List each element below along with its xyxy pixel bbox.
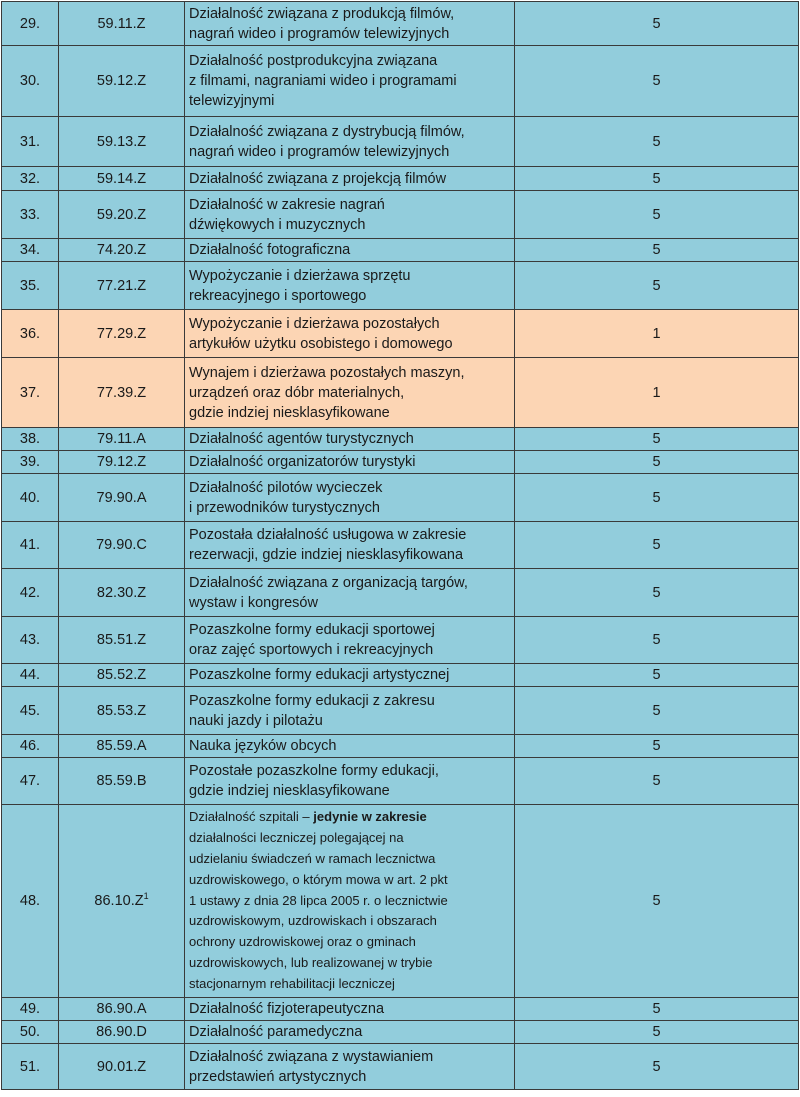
table-row xyxy=(2,758,799,805)
row-number: 35. xyxy=(2,262,59,310)
row-value: 5 xyxy=(515,805,799,998)
activity-description: Pozaszkolne formy edukacji artystycznej xyxy=(185,664,515,687)
pkd-code: 85.52.Z xyxy=(59,664,185,687)
description-emphasis: jedynie w zakresie xyxy=(313,809,427,825)
activity-description: Działalność związana z produkcją filmów, nagrań wideo i programów telewizyjnych xyxy=(185,2,515,46)
table-row xyxy=(2,474,799,522)
row-value: 1 xyxy=(515,358,799,428)
table-row xyxy=(2,191,799,239)
activity-description: Działalność postprodukcyjna związana z filmami, nagraniami wideo i programami telewizyjnymi xyxy=(185,46,515,117)
row-number: 48. xyxy=(2,805,59,998)
row-value: 5 xyxy=(515,117,799,167)
pkd-code: 86.90.D xyxy=(59,1021,185,1044)
activity-description: Pozaszkolne formy edukacji sportowej oraz zajęć sportowych i rekreacyjnych xyxy=(185,617,515,664)
row-value: 5 xyxy=(515,998,799,1021)
row-number: 42. xyxy=(2,569,59,617)
pkd-activity-table xyxy=(1,1,799,1090)
table-row xyxy=(2,1044,799,1090)
activity-description: Działalność organizatorów turystyki xyxy=(185,451,515,474)
row-value: 5 xyxy=(515,451,799,474)
activity-description: Działalność fotograficzna xyxy=(185,239,515,262)
table-row xyxy=(2,1021,799,1044)
pkd-code: 85.51.Z xyxy=(59,617,185,664)
activity-description: Pozostała działalność usługowa w zakresie rezerwacji, gdzie indziej niesklasyfikowana xyxy=(185,522,515,569)
row-number: 46. xyxy=(2,735,59,758)
table-row-highlighted xyxy=(2,310,799,358)
activity-description: Działalność związana z projekcją filmów xyxy=(185,167,515,191)
table-row xyxy=(2,262,799,310)
pkd-code: 59.20.Z xyxy=(59,191,185,239)
row-number: 29. xyxy=(2,2,59,46)
pkd-code: 77.21.Z xyxy=(59,262,185,310)
table-row xyxy=(2,805,799,998)
pkd-code: 77.29.Z xyxy=(59,310,185,358)
row-number: 34. xyxy=(2,239,59,262)
row-number: 31. xyxy=(2,117,59,167)
pkd-code xyxy=(59,805,185,998)
description-rest: działalności leczniczej polegającej na udzielaniu świadczeń w ramach lecznictwa uzdrowiskowego, o którym mowa w art. 2 pkt 1 ustawy z dnia 28 lipca 2005 r. o lecznictwie uzdrowiskowym, uzdrowiskach i obszarach ochrony uzdrowiskowej oraz o gminach uzdrowiskowych, lub realizowanej w trybie stacjonarnym rehabilitacji leczniczej xyxy=(189,830,448,991)
row-number: 37. xyxy=(2,358,59,428)
activity-description: Działalność fizjoterapeutyczna xyxy=(185,998,515,1021)
activity-description: Pozostałe pozaszkolne formy edukacji, gdzie indziej niesklasyfikowane xyxy=(185,758,515,805)
activity-description: Działalność agentów turystycznych xyxy=(185,428,515,451)
pkd-code: 79.11.A xyxy=(59,428,185,451)
pkd-code: 85.53.Z xyxy=(59,687,185,735)
pkd-code: 59.14.Z xyxy=(59,167,185,191)
row-value: 5 xyxy=(515,617,799,664)
description-lead: Działalność szpitali – xyxy=(189,809,314,825)
row-value: 5 xyxy=(515,522,799,569)
activity-description: Wypożyczanie i dzierżawa pozostałych artykułów użytku osobistego i domowego xyxy=(185,310,515,358)
pkd-code: 59.12.Z xyxy=(59,46,185,117)
pkd-code: 79.12.Z xyxy=(59,451,185,474)
row-number: 50. xyxy=(2,1021,59,1044)
pkd-code: 79.90.C xyxy=(59,522,185,569)
pkd-code: 90.01.Z xyxy=(59,1044,185,1090)
row-value: 1 xyxy=(515,310,799,358)
row-value: 5 xyxy=(515,262,799,310)
activity-description: Działalność pilotów wycieczek i przewodników turystycznych xyxy=(185,474,515,522)
pkd-code: 59.13.Z xyxy=(59,117,185,167)
row-value: 5 xyxy=(515,239,799,262)
row-value: 5 xyxy=(515,687,799,735)
pkd-code: 77.39.Z xyxy=(59,358,185,428)
footnote-marker: 1 xyxy=(143,891,149,902)
pkd-code-text: 86.10.Z xyxy=(94,893,144,909)
row-value: 5 xyxy=(515,1044,799,1090)
table-row xyxy=(2,451,799,474)
pkd-code: 74.20.Z xyxy=(59,239,185,262)
pkd-code: 85.59.B xyxy=(59,758,185,805)
table-row xyxy=(2,664,799,687)
table-row xyxy=(2,617,799,664)
activity-description: Działalność związana z wystawianiem przedstawień artystycznych xyxy=(185,1044,515,1090)
row-value: 5 xyxy=(515,428,799,451)
table-row xyxy=(2,735,799,758)
pkd-code: 79.90.A xyxy=(59,474,185,522)
table-row xyxy=(2,239,799,262)
row-value: 5 xyxy=(515,569,799,617)
activity-description: Działalność związana z organizacją targów, wystaw i kongresów xyxy=(185,569,515,617)
row-number: 33. xyxy=(2,191,59,239)
row-number: 51. xyxy=(2,1044,59,1090)
row-value: 5 xyxy=(515,1021,799,1044)
row-number: 44. xyxy=(2,664,59,687)
row-number: 45. xyxy=(2,687,59,735)
pkd-code: 59.11.Z xyxy=(59,2,185,46)
table-row xyxy=(2,167,799,191)
row-value: 5 xyxy=(515,664,799,687)
row-number: 40. xyxy=(2,474,59,522)
activity-description: Działalność paramedyczna xyxy=(185,1021,515,1044)
row-value: 5 xyxy=(515,474,799,522)
row-number: 38. xyxy=(2,428,59,451)
table-row xyxy=(2,569,799,617)
row-value: 5 xyxy=(515,2,799,46)
row-value: 5 xyxy=(515,758,799,805)
row-number: 41. xyxy=(2,522,59,569)
activity-description: Wypożyczanie i dzierżawa sprzętu rekreacyjnego i sportowego xyxy=(185,262,515,310)
row-value: 5 xyxy=(515,735,799,758)
row-number: 36. xyxy=(2,310,59,358)
pkd-code: 82.30.Z xyxy=(59,569,185,617)
row-number: 39. xyxy=(2,451,59,474)
row-value: 5 xyxy=(515,46,799,117)
activity-description: Działalność związana z dystrybucją filmów, nagrań wideo i programów telewizyjnych xyxy=(185,117,515,167)
table-row xyxy=(2,428,799,451)
activity-description: Pozaszkolne formy edukacji z zakresu nauki jazdy i pilotażu xyxy=(185,687,515,735)
row-number: 47. xyxy=(2,758,59,805)
table-row xyxy=(2,46,799,117)
table-row xyxy=(2,2,799,46)
activity-description xyxy=(185,805,515,998)
table-row xyxy=(2,998,799,1021)
row-value: 5 xyxy=(515,191,799,239)
row-number: 49. xyxy=(2,998,59,1021)
table-row xyxy=(2,687,799,735)
pkd-code: 86.90.A xyxy=(59,998,185,1021)
row-number: 32. xyxy=(2,167,59,191)
row-number: 30. xyxy=(2,46,59,117)
pkd-code: 85.59.A xyxy=(59,735,185,758)
row-number: 43. xyxy=(2,617,59,664)
activity-description: Wynajem i dzierżawa pozostałych maszyn, urządzeń oraz dóbr materialnych, gdzie indziej niesklasyfikowane xyxy=(185,358,515,428)
table-row xyxy=(2,117,799,167)
activity-description: Nauka języków obcych xyxy=(185,735,515,758)
activity-description: Działalność w zakresie nagrań dźwiękowych i muzycznych xyxy=(185,191,515,239)
row-value: 5 xyxy=(515,167,799,191)
table-row xyxy=(2,522,799,569)
table-row-highlighted xyxy=(2,358,799,428)
